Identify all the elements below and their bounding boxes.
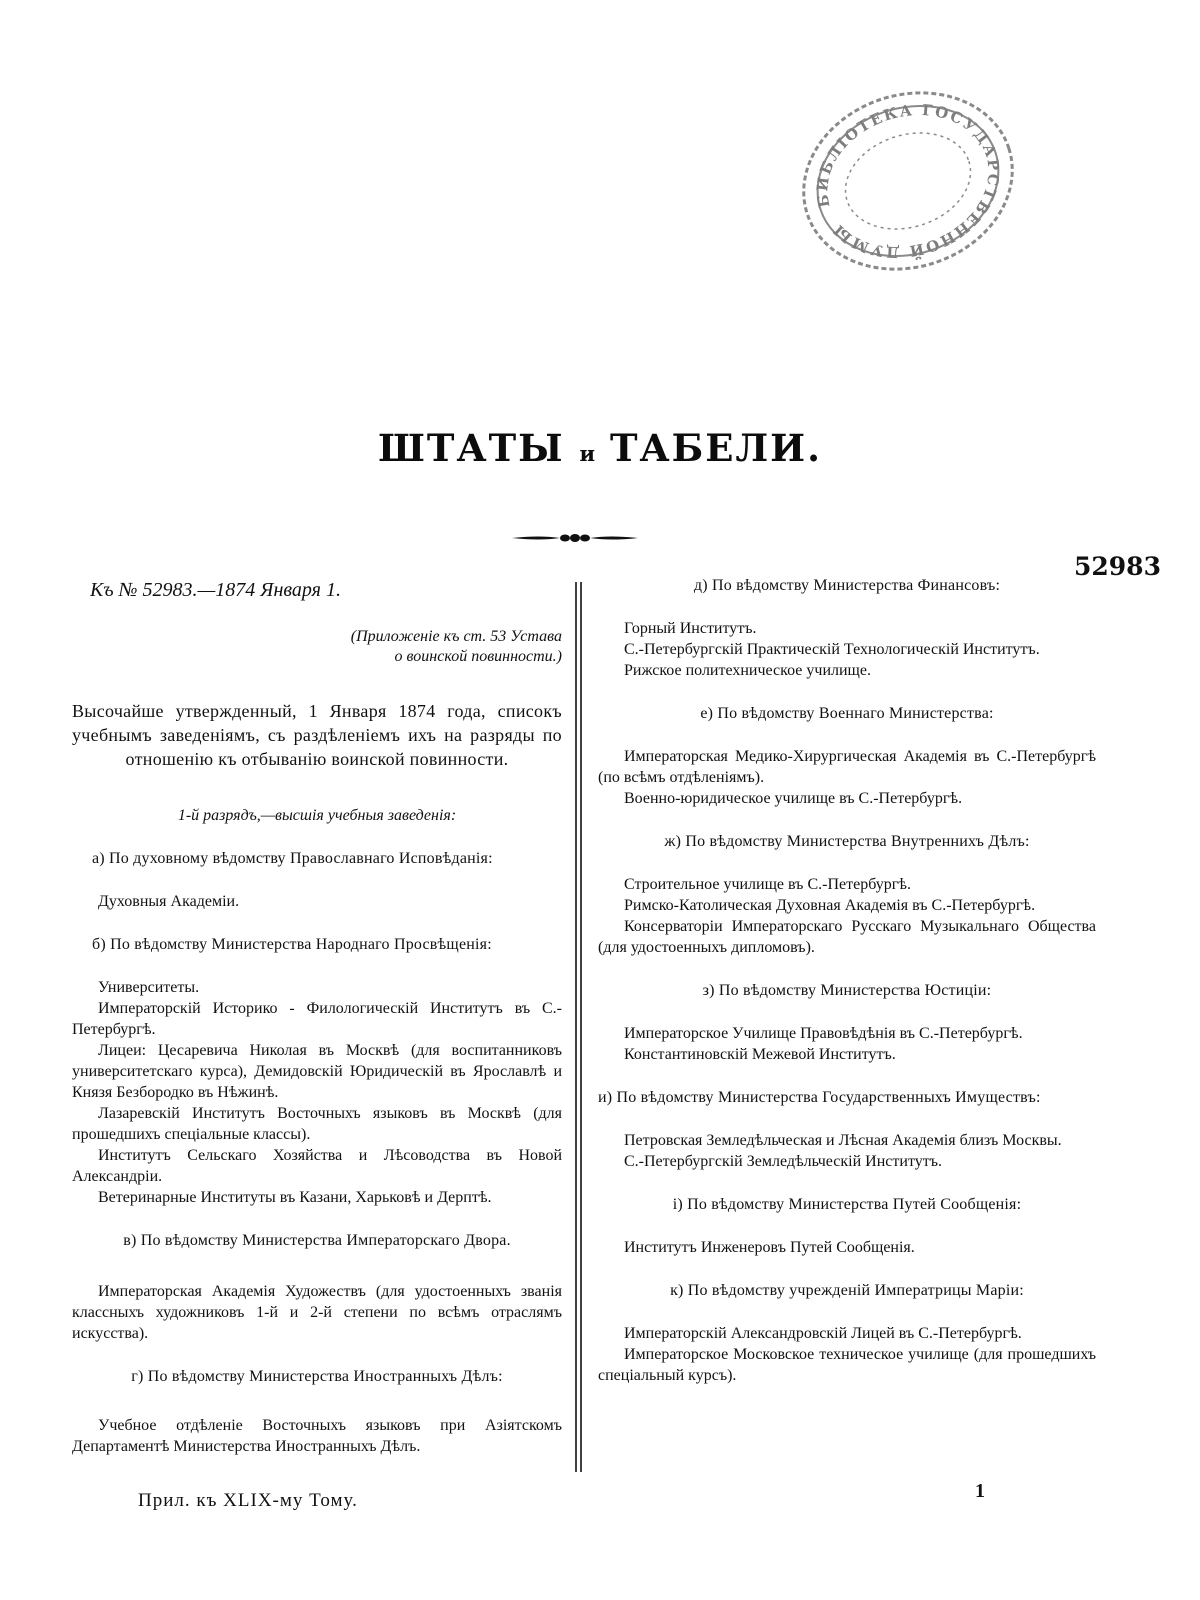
list-item: Учебное отдѣленіе Восточныхъ языковъ при Азіятскомъ Департаментѣ Министерства Иностранныхъ Дѣлъ.: [72, 1417, 562, 1455]
page-number: 1: [975, 1480, 985, 1502]
list-item: Ветеринарные Институты въ Казани, Харьковѣ и Дерптѣ.: [98, 1189, 492, 1206]
left-column: [72, 580, 562, 1457]
list-item: Институтъ Сельскаго Хозяйства и Лѣсоводства въ Новой Александріи.: [72, 1147, 562, 1185]
list-item: Горный Институтъ.: [624, 620, 757, 637]
list-item: Духовныя Академіи.: [98, 893, 240, 910]
page-title: [0, 426, 1200, 470]
list-item: Императорское Московское техническое училище (для прошедшихъ спеціальный курсъ).: [598, 1346, 1096, 1384]
section-list-b: [72, 977, 562, 1208]
section-heading-k: к) По вѣдомству учрежденій Императрицы Маріи:: [670, 1282, 1024, 1299]
section-list-v: [72, 1281, 562, 1344]
decree-lead: Высочайше утвержденный, 1 Января 1874 года, списокъ учебнымъ заведеніямъ, съ раздѣленіемъ ихъ на разряды по отношенію къ отбыванію воинской повинности.: [72, 701, 562, 769]
list-item: Военно-юридическое училище въ С.-Петербургѣ.: [624, 790, 963, 807]
list-item: Строительное училище въ С.-Петербургѣ.: [624, 876, 911, 893]
section-heading-e: е) По вѣдомству Военнаго Министерства:: [700, 705, 994, 722]
appendix-note-line-1: (Приложеніе къ ст. 53 Устава: [350, 628, 562, 645]
section-heading-i-dot: і) По вѣдомству Министерства Путей Сообщенія:: [672, 1196, 1022, 1213]
list-item: Университеты.: [98, 979, 200, 996]
list-item: Институтъ Инженеровъ Путей Сообщенія.: [624, 1239, 915, 1256]
list-item: С.-Петербургскій Практическій Технологическій Институтъ.: [624, 641, 1040, 658]
act-number: 52983: [1074, 552, 1161, 581]
list-item: Лазаревскій Институтъ Восточныхъ языковъ въ Москвѣ (для прошедшихъ спеціальные классы).: [72, 1105, 562, 1143]
section-heading-i: и) По вѣдомству Министерства Государственныхъ Имуществъ:: [598, 1089, 1041, 1106]
list-item: Консерваторіи Императорскаго Русскаго Музыкальнаго Общества (для удостоенныхъ дипломовъ).: [598, 918, 1096, 956]
list-item: Рижское политехническое училище.: [624, 662, 871, 679]
title-part-1: ШТАТЫ: [378, 426, 565, 470]
section-heading-b: б) По вѣдомству Министерства Народнаго Просвѣщенія:: [92, 936, 492, 953]
appendix-note: [72, 627, 562, 667]
list-item: Лицеи: Цесаревича Николая въ Москвѣ (для воспитанниковъ университетскаго курса), Демидовскій Юридическій въ Ярославлѣ и Князя Безбородко въ Нѣжинѣ.: [72, 1042, 562, 1101]
list-item: Императорскій Историко - Филологическій Институтъ въ С.-Петербургѣ.: [72, 1000, 562, 1038]
rank-heading: 1-й разрядъ,—высшія учебныя заведенія:: [177, 807, 457, 824]
list-item: Константиновскій Межевой Институтъ.: [624, 1046, 896, 1063]
list-item: Императорское Училище Правовѣдѣнія въ С.-Петербургѣ.: [624, 1025, 1023, 1042]
list-item: Императорская Академія Художествъ (для удостоенныхъ званія классныхъ художниковъ 1-й и 2-й степени по всѣмъ отраслямъ искусства).: [72, 1283, 562, 1342]
list-item: Римско-Католическая Духовная Академія въ С.-Петербургѣ.: [624, 897, 1036, 914]
right-column: [598, 575, 1096, 1386]
section-list-k: [598, 1323, 1096, 1386]
section-heading-v: в) По вѣдомству Министерства Императорскаго Двора.: [123, 1232, 511, 1249]
section-list-a: [72, 891, 562, 912]
section-heading-zh: ж) По вѣдомству Министерства Внутреннихъ Дѣлъ:: [664, 833, 1030, 850]
list-item: Петровская Земледѣльческая и Лѣсная Академія близъ Москвы.: [624, 1132, 1062, 1149]
list-item: С.-Петербургскій Земледѣльческій Институтъ.: [624, 1153, 942, 1170]
section-heading-z: з) По вѣдомству Министерства Юстиціи:: [702, 982, 992, 999]
title-ornament: [510, 530, 640, 546]
library-stamp: [790, 78, 1026, 284]
section-list-z: [598, 1023, 1096, 1065]
volume-note: Прил. къ XLIX-му Тому.: [138, 1490, 358, 1511]
list-item: Императорская Медико-Хирургическая Академія въ С.-Петербургѣ (по всѣмъ отдѣленіямъ).: [598, 748, 1096, 786]
title-conjunction: и: [579, 441, 596, 466]
column-divider: [574, 582, 584, 1472]
section-list-g: [72, 1415, 562, 1457]
section-heading-a: а) По духовному вѣдомству Православнаго Исповѣданія:: [92, 850, 493, 867]
section-list-e: [598, 746, 1096, 809]
appendix-note-line-2: о воинской повинности.): [394, 648, 562, 665]
section-heading-g: г) По вѣдомству Министерства Иностранныхъ Дѣлъ:: [131, 1368, 503, 1385]
section-list-d: [598, 618, 1096, 681]
list-item: Императорскій Александровскій Лицей въ С.-Петербургѣ.: [624, 1325, 1022, 1342]
section-heading-d: д) По вѣдомству Министерства Финансовъ:: [693, 577, 1001, 594]
svg-text:БИБЛІОТЕКА ГОСУДАРСТВЕННОЙ ДУМ: БИБЛІОТЕКА ГОСУДАРСТВЕННОЙ ДУМЫ: [813, 100, 1003, 262]
title-part-2: ТАБЕЛИ.: [609, 426, 822, 470]
decree-reference: Къ № 52983.—1874 Января 1.: [90, 579, 341, 601]
section-list-zh: [598, 874, 1096, 958]
section-list-i: [598, 1130, 1096, 1172]
section-list-i-dot: [598, 1237, 1096, 1258]
